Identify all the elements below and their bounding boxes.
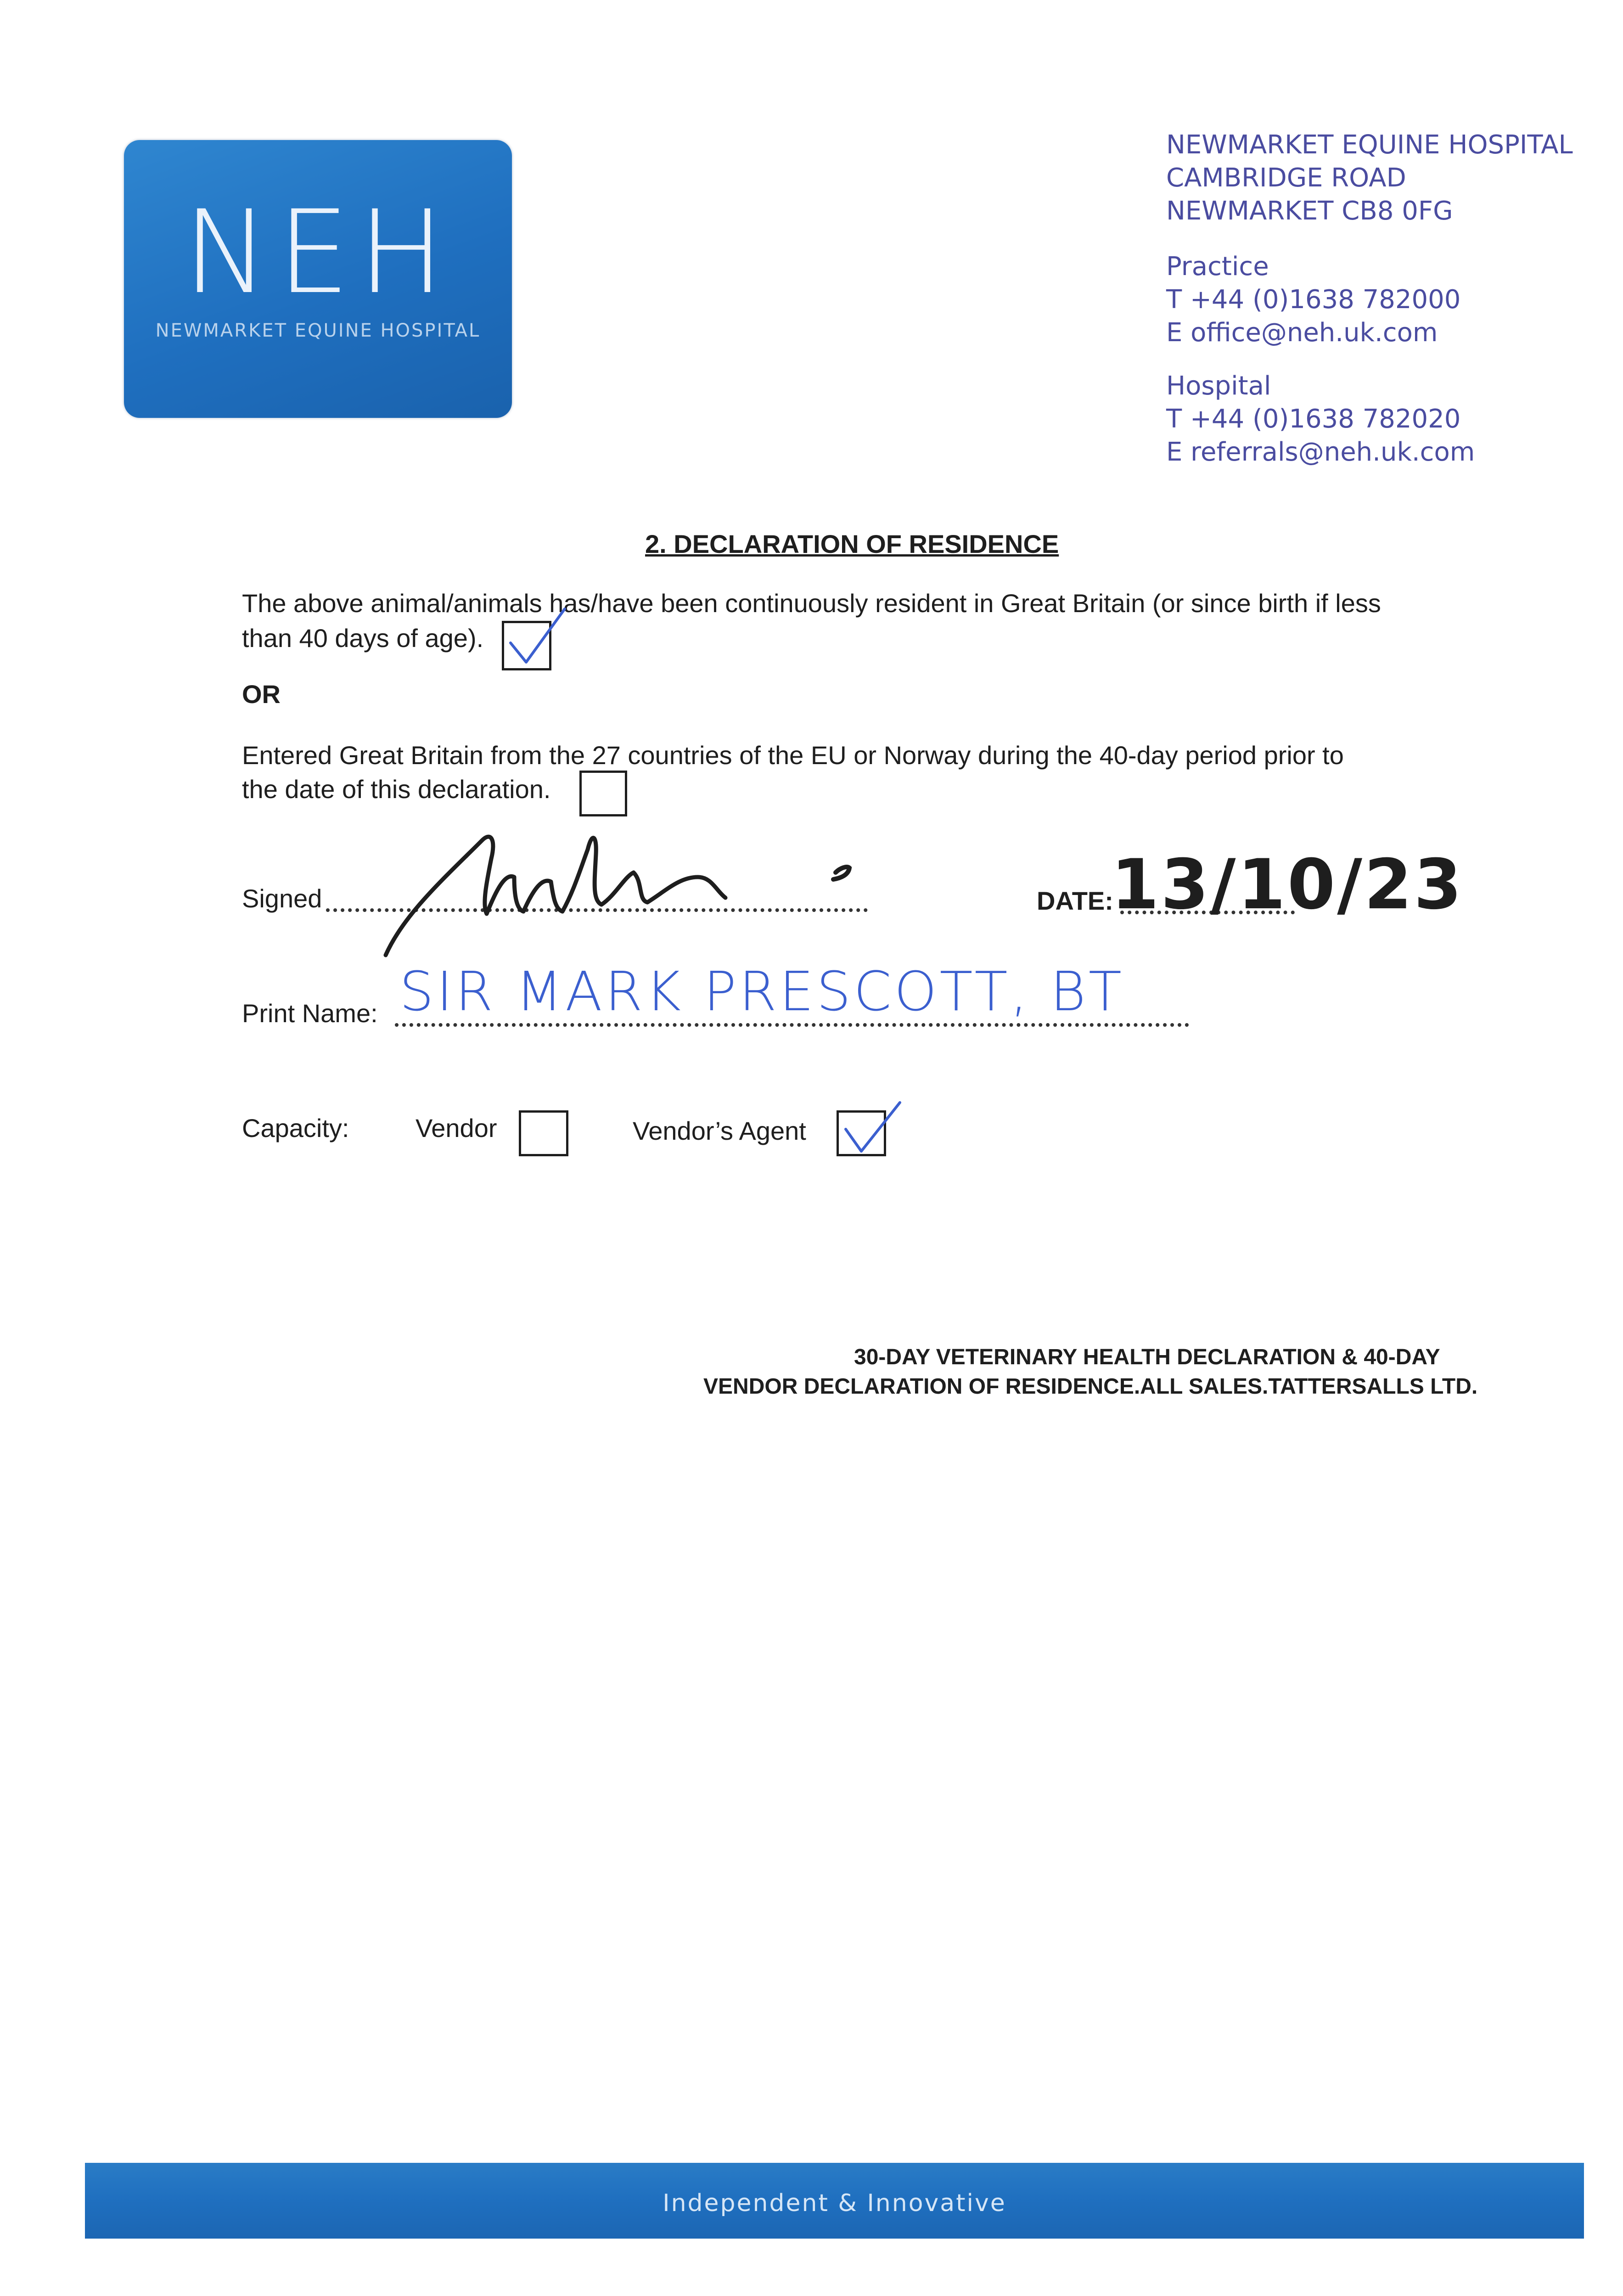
capacity-label: Capacity: xyxy=(242,1114,349,1142)
banner-slogan: Independent & Innovative xyxy=(663,2189,1006,2217)
address-line-road: CAMBRIDGE ROAD xyxy=(1166,163,1406,193)
neh-logo xyxy=(124,140,512,418)
vendors-agent-check-icon xyxy=(840,1100,904,1159)
address-line-name: NEWMARKET EQUINE HOSPITAL xyxy=(1166,130,1573,160)
print-name-value: SIR MARK PRESCOTT, BT xyxy=(399,960,1124,1023)
logo-wordmark: NEH xyxy=(183,186,453,319)
signed-label: Signed xyxy=(242,884,322,913)
section-heading: 2. DECLARATION OF RESIDENCE xyxy=(645,529,1059,558)
practice-email: E office@neh.uk.com xyxy=(1166,318,1438,348)
practice-label: Practice xyxy=(1166,252,1269,281)
hospital-phone: T +44 (0)1638 782020 xyxy=(1166,404,1461,434)
option2-checkbox[interactable] xyxy=(579,771,627,816)
print-name-line xyxy=(395,1023,1189,1027)
form-reference-line1: 30-DAY VETERINARY HEALTH DECLARATION & 40-DAY xyxy=(854,1345,1440,1369)
hospital-email: E referrals@neh.uk.com xyxy=(1166,437,1475,467)
vendor-label: Vendor xyxy=(416,1114,497,1142)
logo-subtitle: NEWMARKET EQUINE HOSPITAL xyxy=(155,320,481,341)
practice-phone: T +44 (0)1638 782000 xyxy=(1166,285,1461,315)
signature-image xyxy=(376,822,872,960)
practice-contact xyxy=(1166,250,1460,349)
footer-banner xyxy=(85,2163,1584,2239)
form-reference-line2: VENDOR DECLARATION OF RESIDENCE.ALL SALES.TATTERSALLS LTD. xyxy=(703,1374,1478,1399)
option1-text-line2: than 40 days of age). xyxy=(242,624,484,653)
address-line-town: NEWMARKET CB8 0FG xyxy=(1166,196,1453,226)
hospital-contact xyxy=(1166,370,1475,469)
date-value: 13/10/23 xyxy=(1111,845,1464,925)
option2-text-line2: the date of this declaration. xyxy=(242,775,551,804)
vendor-checkbox[interactable] xyxy=(519,1110,568,1156)
or-label: OR xyxy=(242,680,281,709)
option2-text-line1: Entered Great Britain from the 27 countries of the EU or Norway during the 40-day period prior to xyxy=(242,741,1344,770)
option1-text-line1: The above animal/animals has/have been continuously resident in Great Britain (or since birth if less xyxy=(242,589,1381,618)
hospital-label: Hospital xyxy=(1166,371,1271,401)
vendors-agent-label: Vendor’s Agent xyxy=(633,1116,806,1145)
option1-check-icon xyxy=(504,606,568,670)
hospital-address xyxy=(1166,129,1573,228)
print-name-label: Print Name: xyxy=(242,999,378,1028)
date-label: DATE: xyxy=(1037,886,1113,915)
